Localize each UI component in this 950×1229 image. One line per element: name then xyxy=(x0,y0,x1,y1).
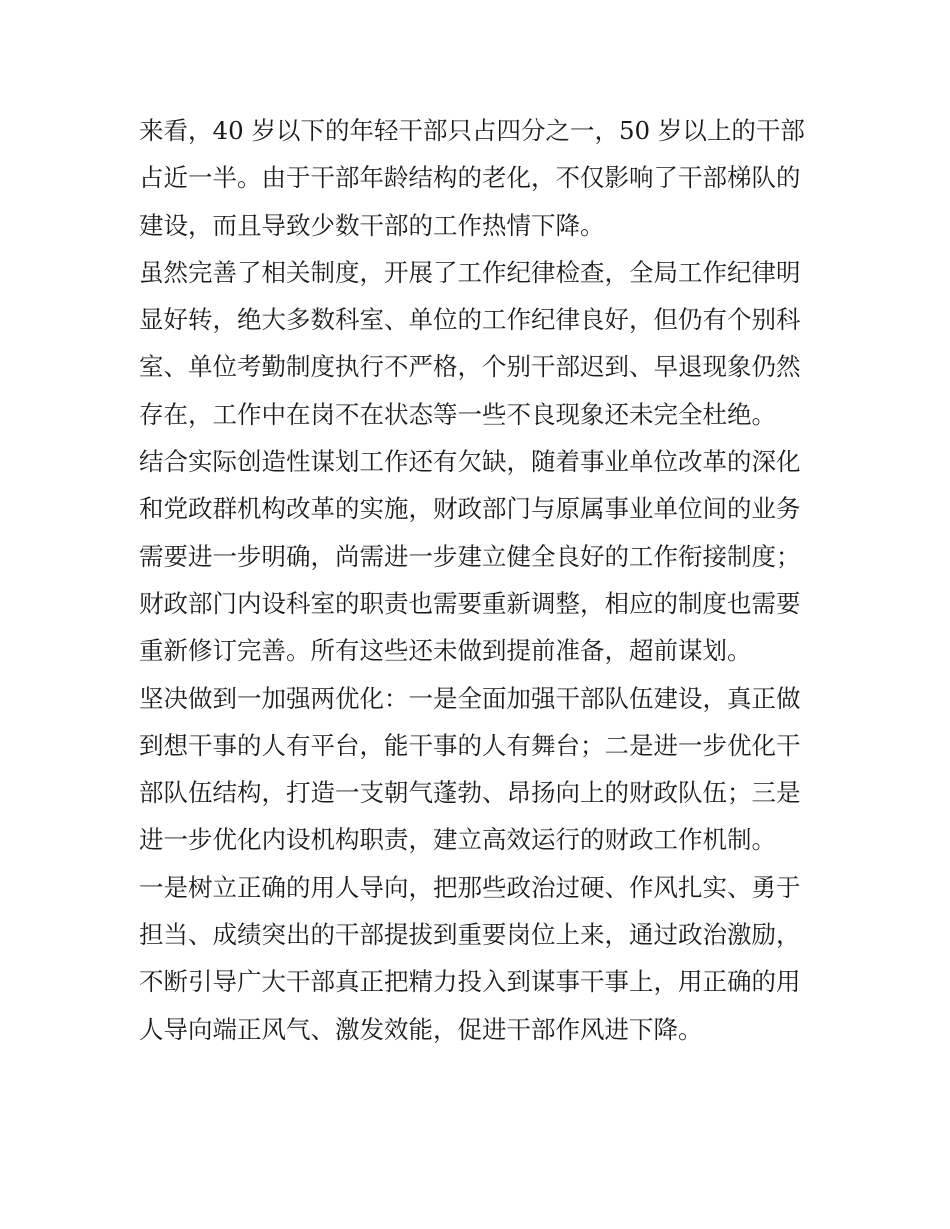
paragraph-creative-planning: 结合实际创造性谋划工作还有欠缺，随着事业单位改革的深化 和党政群机构改革的实施，财政部门与原属事业单位间的业务 需要进一步明确，尚需进一步建立健全良好的工作衔接制度； 财政部门内设科室的职责也需要重新调整，相应的制度也需要 重新修订完善。所有这些还未做到提前准备，超前谋划。 xyxy=(139,447,801,666)
document-body xyxy=(139,107,815,1053)
paragraph-personnel-guidance: 一是树立正确的用人导向，把那些政治过硬、作风扎实、勇于 担当、成绩突出的干部提拔到重要岗位上来，通过政治激励， 不断引导广大干部真正把精力投入到谋事干事上，用正确的用 人导向端正风气、激发效能，促进干部作风进下降。 xyxy=(139,872,801,1044)
paragraph-strengthen-optimize: 坚决做到一加强两优化：一是全面加强干部队伍建设，真正做 到想干事的人有平台，能干事的人有舞台；二是进一步优化干 部队伍结构，打造一支朝气蓬勃、昂扬向上的财政队伍；三是 进一步优化内设机构职责，建立高效运行的财政工作机制。 xyxy=(139,683,801,855)
paragraph-age-structure: 来看，40 岁以下的年轻干部只占四分之一，50 岁以上的干部 占近一半。由于干部年龄结构的老化，不仅影响了干部梯队的 建设，而且导致少数干部的工作热情下降。 xyxy=(139,116,805,240)
paragraph-work-discipline: 虽然完善了相关制度，开展了工作纪律检查，全局工作纪律明 显好转，绝大多数科室、单位的工作纪律良好，但仍有个别科 室、单位考勤制度执行不严格，个别干部迟到、早退现象仍然 存在，工作中在岗不在状态等一些不良现象还未完全杜绝。 xyxy=(139,257,801,429)
